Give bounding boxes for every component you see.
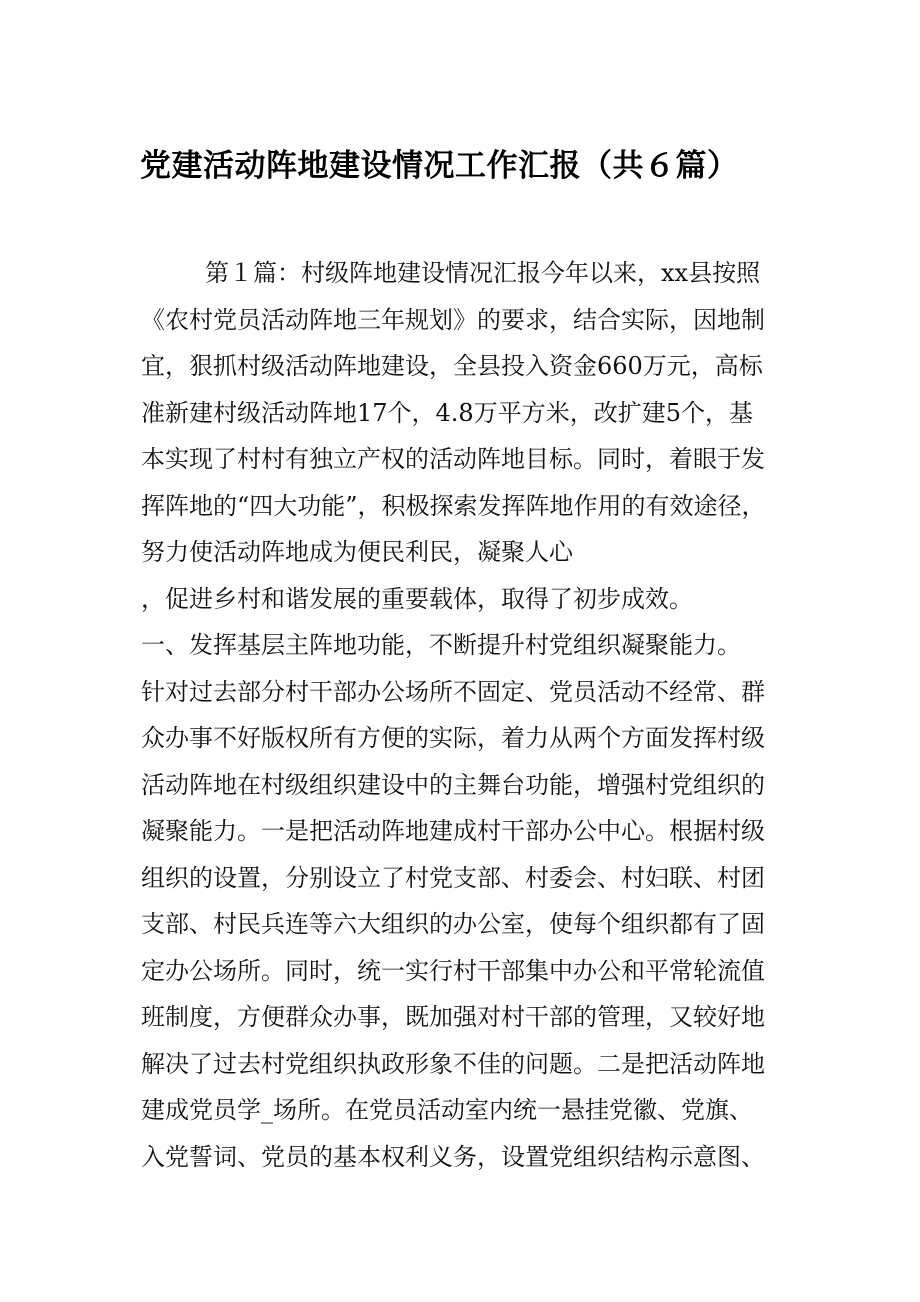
paragraph-line: 第１篇：村级阵地建设情况汇报今年以来，xx县按照 <box>205 259 761 287</box>
paragraph-line: 努力使活动阵地成为便民利民，凝聚人心 <box>141 538 573 566</box>
section-heading: 一、发挥基层主阵地功能，不断提升村党组织凝聚能力。 <box>141 631 741 659</box>
paragraph-line: 本实现了村村有独立产权的活动阵地目标。同时，着眼于发 <box>141 445 765 473</box>
document-body <box>141 250 801 1180</box>
paragraph-line: 支部、村民兵连等六大组织的办公室，使每个组织都有了固 <box>141 910 765 938</box>
paragraph-line: 班制度，方便群众办事，既加强对村干部的管理，又较好地 <box>141 1003 765 1031</box>
paragraph-line: 针对过去部分村干部办公场所不固定、党员活动不经常、群 <box>141 677 765 706</box>
paragraph-line: 挥阵地的“四大功能”，积极探索发挥阵地作用的有效途径， <box>141 491 766 520</box>
paragraph-line: 准新建村级活动阵地17个，4.8万平方米，改扩建5个，基 <box>141 398 753 427</box>
paragraph-line: 解决了过去村党组织执政形象不佳的问题。二是把活动阵地 <box>141 1049 765 1078</box>
paragraph-line: 宜，狠抓村级活动阵地建设，全县投入资金660万元，高标 <box>141 352 763 380</box>
paragraph-line: 凝聚能力。一是把活动阵地建成村干部办公中心。根据村级 <box>141 817 765 845</box>
paragraph-line: 《农村党员活动阵地三年规划》的要求，结合实际，因地制 <box>141 305 765 334</box>
paragraph-line: 入党誓词、党员的基本权利义务，设置党组织结构示意图、 <box>141 1142 765 1171</box>
paragraph-line: 众办事不好版权所有方便的实际，着力从两个方面发挥村级 <box>141 724 765 752</box>
paragraph-line: 组织的设置，分别设立了村党支部、村委会、村妇联、村团 <box>141 863 765 892</box>
paragraph-line: 建成党员学_场所。在党员活动室内统一悬挂党徽、党旗、 <box>141 1096 753 1124</box>
paragraph-line: 活动阵地在村级组织建设中的主舞台功能，增强村党组织的 <box>141 770 765 799</box>
paragraph-line: ，促进乡村和谐发展的重要载体，取得了初步成效。 <box>141 584 693 613</box>
document-title: 党建活动阵地建设情况工作汇报（共６篇） <box>140 148 739 184</box>
paragraph-line: 定办公场所。同时，统一实行村干部集中办公和平常轮流值 <box>141 956 765 985</box>
